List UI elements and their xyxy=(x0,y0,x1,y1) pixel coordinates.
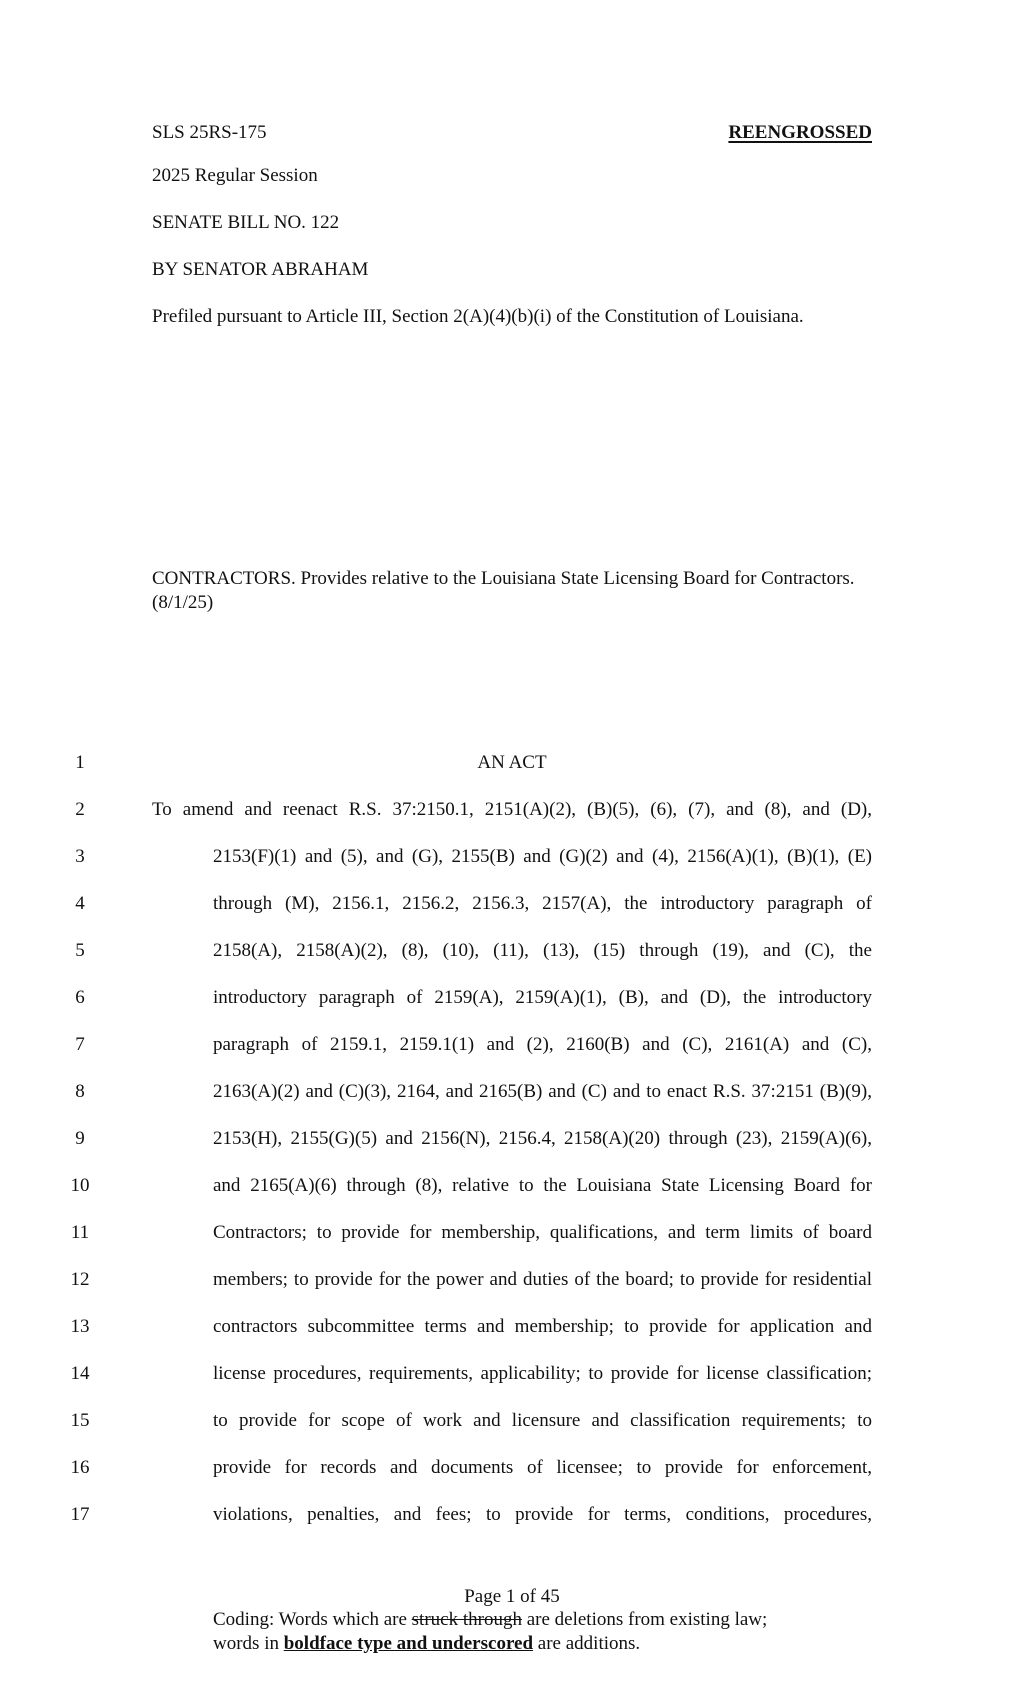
line-number: 3 xyxy=(75,846,85,867)
status-label: REENGROSSED xyxy=(728,122,872,143)
line-number: 11 xyxy=(70,1222,90,1243)
coding-legend-line-1 xyxy=(213,1608,853,1632)
bill-number: SENATE BILL NO. 122 xyxy=(152,212,340,233)
body-line: introductory paragraph of 2159(A), 2159(A)(1), (B), and (D), the introductory xyxy=(213,987,872,1008)
body-line: to provide for scope of work and licensure and classification requirements; to xyxy=(213,1410,872,1431)
body-line: license procedures, requirements, applicability; to provide for license classification; xyxy=(213,1363,872,1384)
page-number: Page 1 of 45 xyxy=(464,1586,560,1607)
line-number: 9 xyxy=(75,1128,85,1149)
line-number: 15 xyxy=(70,1410,90,1431)
line-number: 2 xyxy=(75,799,85,820)
digest-line-2: (8/1/25) xyxy=(152,592,214,613)
line-number: 5 xyxy=(75,940,85,961)
line-number: 12 xyxy=(70,1269,90,1290)
act-title: AN ACT xyxy=(477,752,547,773)
body-line: paragraph of 2159.1, 2159.1(1) and (2), 2160(B) and (C), 2161(A) and (C), xyxy=(213,1034,872,1055)
digest xyxy=(152,567,872,615)
body-line: members; to provide for the power and duties of the board; to provide for residential xyxy=(213,1269,872,1290)
body-line: 2153(H), 2155(G)(5) and 2156(N), 2156.4, 2158(A)(20) through (23), 2159(A)(6), xyxy=(213,1128,872,1149)
body-line: 2163(A)(2) and (C)(3), 2164, and 2165(B) and (C) and to enact R.S. 37:2151 (B)(9), xyxy=(213,1081,872,1102)
line-number: 8 xyxy=(75,1081,85,1102)
line-number: 6 xyxy=(75,987,85,1008)
body-line: contractors subcommittee terms and membership; to provide for application and xyxy=(213,1316,872,1337)
session: 2025 Regular Session xyxy=(152,165,318,186)
body-line: through (M), 2156.1, 2156.2, 2156.3, 2157(A), the introductory paragraph of xyxy=(213,893,872,914)
line-number: 10 xyxy=(70,1175,90,1196)
words-in: words in xyxy=(213,1633,279,1654)
coding-prefix: Coding: Words which are xyxy=(213,1609,407,1630)
struck-example: struck through xyxy=(411,1609,522,1630)
body-line: and 2165(A)(6) through (8), relative to the Louisiana State Licensing Board for xyxy=(213,1175,872,1196)
digest-line-1: CONTRACTORS. Provides relative to the Louisiana State Licensing Board for Contractors. xyxy=(152,568,855,589)
line-number: 17 xyxy=(70,1504,90,1525)
are-additions: are additions. xyxy=(537,1633,641,1654)
bold-underscore-example: boldface type and underscored xyxy=(283,1633,534,1654)
body-line: To amend and reenact R.S. 37:2150.1, 2151(A)(2), (B)(5), (6), (7), and (8), and (D), xyxy=(152,799,872,820)
line-number: 14 xyxy=(70,1363,90,1384)
body-line: violations, penalties, and fees; to provide for terms, conditions, procedures, xyxy=(213,1504,872,1525)
coding-legend-line-2 xyxy=(213,1632,853,1656)
line-number: 4 xyxy=(75,893,85,914)
coding-legend xyxy=(213,1608,853,1656)
line-number: 16 xyxy=(70,1457,90,1478)
prefiled-note: Prefiled pursuant to Article III, Section 2(A)(4)(b)(i) of the Constitution of Louisiana. xyxy=(152,306,804,327)
line-number: 7 xyxy=(75,1034,85,1055)
line-number: 1 xyxy=(75,752,85,773)
author: BY SENATOR ABRAHAM xyxy=(152,259,369,280)
bill-code: SLS 25RS-175 xyxy=(152,122,267,143)
body-line: 2158(A), 2158(A)(2), (8), (10), (11), (13), (15) through (19), and (C), the xyxy=(213,940,872,961)
line-number: 13 xyxy=(70,1316,90,1337)
body-line: provide for records and documents of licensee; to provide for enforcement, xyxy=(213,1457,872,1478)
body-line: 2153(F)(1) and (5), and (G), 2155(B) and (G)(2) and (4), 2156(A)(1), (B)(1), (E) xyxy=(213,846,872,867)
coding-mid: are deletions from existing law; xyxy=(526,1609,768,1630)
body-line: Contractors; to provide for membership, qualifications, and term limits of board xyxy=(213,1222,872,1243)
